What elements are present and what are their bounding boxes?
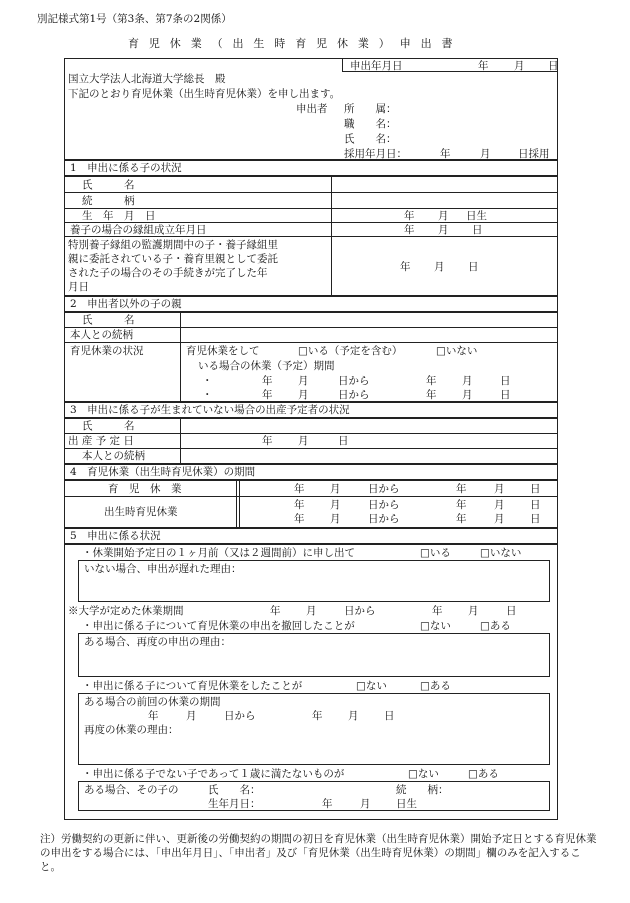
s2-r2-d2: 日 bbox=[500, 389, 511, 401]
s4-birth-leave-label: 出生時育児休業 bbox=[104, 506, 178, 518]
s3-due-month: 月 bbox=[298, 435, 309, 447]
s5-q3-checkbox-no[interactable]: □ない bbox=[356, 680, 387, 692]
s5-q3-m2: 月 bbox=[348, 710, 359, 722]
s2-r1-from: 日から bbox=[338, 375, 370, 387]
s4-r2-m1: 月 bbox=[330, 499, 341, 511]
section-2-table bbox=[64, 312, 558, 402]
date-label: 申出年月日 bbox=[350, 60, 403, 72]
hire-year: 年 bbox=[440, 148, 451, 160]
s2-checkbox-no[interactable]: □いない bbox=[436, 345, 478, 357]
s5-q3-from: 日から bbox=[224, 710, 256, 722]
s4-r3-y2: 年 bbox=[456, 513, 467, 525]
s3-relation-label: 本人との続柄 bbox=[82, 450, 145, 462]
s5-q3-m1: 月 bbox=[186, 710, 197, 722]
s4-r3-d2: 日 bbox=[530, 513, 541, 525]
s3-due-year: 年 bbox=[262, 435, 273, 447]
s5-q4-checkbox-yes[interactable]: □ある bbox=[468, 768, 499, 780]
hire-month: 月 bbox=[480, 148, 491, 160]
s2-r2-y1: 年 bbox=[262, 389, 273, 401]
s5-q4-day: 日生 bbox=[396, 798, 417, 810]
s4-r3-m2: 月 bbox=[494, 513, 505, 525]
s1-special-l2: 親に委託されている子・養育里親として委託 bbox=[68, 253, 278, 265]
hire-label: 採用年月日： bbox=[344, 148, 407, 160]
s4-r1-m2: 月 bbox=[494, 483, 505, 495]
s1-name-label: 氏 名 bbox=[82, 179, 135, 191]
s1-birth-month: 月 bbox=[438, 210, 449, 222]
s5-q4-birth-label: 生年月日： bbox=[208, 798, 261, 810]
s5-univ-period-label: ※大学が定めた休業期間 bbox=[68, 605, 184, 617]
s4-r1-y1: 年 bbox=[294, 483, 305, 495]
s4-r3-m1: 月 bbox=[330, 513, 341, 525]
s2-bullet-1: ・ bbox=[202, 375, 213, 387]
s2-relation-label: 本人との続柄 bbox=[70, 329, 133, 341]
s5-univ-y1: 年 bbox=[270, 605, 281, 617]
s1-birth-label: 生 年 月 日 bbox=[82, 210, 156, 222]
s4-r1-d2: 日 bbox=[530, 483, 541, 495]
section-2-heading: 2 申出者以外の子の親 bbox=[70, 298, 182, 310]
s5-q3-again-label: 再度の休業の理由： bbox=[84, 724, 179, 736]
date-month: 月 bbox=[514, 60, 525, 72]
name-label: 氏 名： bbox=[344, 133, 397, 145]
s5-q1-checkbox-yes[interactable]: □いる bbox=[420, 547, 451, 559]
s2-r1-d2: 日 bbox=[500, 375, 511, 387]
applicant-label: 申出者 bbox=[296, 103, 328, 115]
s5-univ-from: 日から bbox=[344, 605, 376, 617]
s1-special-l4: 月日 bbox=[68, 281, 89, 293]
s2-r1-m1: 月 bbox=[298, 375, 309, 387]
s4-r3-y1: 年 bbox=[294, 513, 305, 525]
date-day: 日 bbox=[548, 60, 559, 72]
s5-q3: ・申出に係る子について育児休業をしたことが bbox=[82, 680, 303, 692]
s5-univ-m1: 月 bbox=[306, 605, 317, 617]
s5-q2-reason-label: ある場合、再度の申出の理由： bbox=[84, 636, 231, 648]
s4-r1-y2: 年 bbox=[456, 483, 467, 495]
s3-name-label: 氏 名 bbox=[82, 420, 135, 432]
s2-r2-m1: 月 bbox=[298, 389, 309, 401]
s1-adopt-day: 日 bbox=[472, 224, 483, 236]
s5-q4-name-label: 氏 名： bbox=[208, 784, 261, 796]
s1-birth-day: 日生 bbox=[466, 210, 487, 222]
s2-checkbox-yes[interactable]: □いる（予定を含む） bbox=[298, 345, 403, 357]
s1-special-l3: された子の場合のその手続きが完了した年 bbox=[68, 267, 268, 279]
s5-q1-checkbox-no[interactable]: □いない bbox=[480, 547, 522, 559]
s5-univ-m2: 月 bbox=[468, 605, 479, 617]
s2-r1-m2: 月 bbox=[462, 375, 473, 387]
intro-text: 下記のとおり育児休業（出生時育児休業）を申し出ます。 bbox=[68, 88, 341, 100]
s1-adopt-label: 養子の場合の縁組成立年月日 bbox=[70, 224, 207, 236]
s4-r2-y2: 年 bbox=[456, 499, 467, 511]
s5-q3-prev-label: ある場合の前回の休業の期間 bbox=[84, 696, 221, 708]
section-4-heading: 4 育児休業（出生時育児休業）の期間 bbox=[70, 466, 256, 478]
s1-birth-year: 年 bbox=[404, 210, 415, 222]
dept-label: 所 属： bbox=[344, 103, 397, 115]
s5-q4-month: 月 bbox=[360, 798, 371, 810]
s1-adopt-year: 年 bbox=[404, 224, 415, 236]
date-year: 年 bbox=[478, 60, 489, 72]
form-id: 別記様式第1号（第3条、第7条の2関係） bbox=[37, 13, 232, 25]
s5-q2: ・申出に係る子について育児休業の申出を撤回したことが bbox=[82, 620, 355, 632]
s1-adopt-month: 月 bbox=[438, 224, 449, 236]
s5-q2-checkbox-no[interactable]: □ない bbox=[420, 620, 451, 632]
s2-bullet-2: ・ bbox=[202, 389, 213, 401]
s5-q3-y2: 年 bbox=[312, 710, 323, 722]
s2-name-label: 氏 名 bbox=[82, 314, 135, 326]
s4-r2-from: 日から bbox=[368, 499, 400, 511]
s5-univ-y2: 年 bbox=[432, 605, 443, 617]
section-3-heading: 3 申出に係る子が生まれていない場合の出産予定者の状況 bbox=[70, 404, 350, 416]
s5-q2-checkbox-yes[interactable]: □ある bbox=[480, 620, 511, 632]
s2-r2-m2: 月 bbox=[462, 389, 473, 401]
s2-r1-y2: 年 bbox=[426, 375, 437, 387]
s5-q4: ・申出に係る子でない子であって１歳に満たないものが bbox=[82, 768, 345, 780]
s5-q4-year: 年 bbox=[322, 798, 333, 810]
s5-q3-y1: 年 bbox=[148, 710, 159, 722]
s2-r2-from: 日から bbox=[338, 389, 370, 401]
s3-due-label: 出 産 予 定 日 bbox=[68, 435, 134, 447]
s2-r1-y1: 年 bbox=[262, 375, 273, 387]
s5-univ-d2: 日 bbox=[506, 605, 517, 617]
s4-r1-m1: 月 bbox=[330, 483, 341, 495]
s4-r3-from: 日から bbox=[368, 513, 400, 525]
s2-status-question: 育児休業をして bbox=[186, 345, 260, 357]
s2-period-label: いる場合の休業（予定）期間 bbox=[198, 360, 335, 372]
s4-r2-d2: 日 bbox=[530, 499, 541, 511]
s1-special-day: 日 bbox=[468, 261, 479, 273]
post-label: 職 名： bbox=[344, 118, 397, 130]
s1-special-l1: 特別養子縁組の監護期間中の子・養子縁組里 bbox=[68, 239, 278, 251]
s5-q4-case-label: ある場合、その子の bbox=[84, 784, 179, 796]
s1-special-year: 年 bbox=[400, 261, 411, 273]
s2-status-label: 育児休業の状況 bbox=[70, 345, 144, 357]
hire-suffix: 日採用 bbox=[518, 148, 550, 160]
s4-r2-m2: 月 bbox=[494, 499, 505, 511]
date-divider bbox=[342, 58, 343, 71]
s3-due-day: 日 bbox=[338, 435, 349, 447]
s5-q3-checkbox-yes[interactable]: □ある bbox=[420, 680, 451, 692]
section-1-heading: 1 申出に係る子の状況 bbox=[70, 162, 182, 174]
s5-q4-checkbox-no[interactable]: □ない bbox=[408, 768, 439, 780]
s4-r1-from: 日から bbox=[368, 483, 400, 495]
section-5-heading: 5 申出に係る状況 bbox=[70, 530, 161, 542]
s1-special-month: 月 bbox=[434, 261, 445, 273]
s4-r2-y1: 年 bbox=[294, 499, 305, 511]
page-title: 育児休業（出生時育児休業）申出書 bbox=[128, 37, 463, 50]
s5-q3-d2: 日 bbox=[384, 710, 395, 722]
s5-q1-reason-label: いない場合、申出が遅れた理由： bbox=[84, 563, 242, 575]
s4-leave-label: 育 児 休 業 bbox=[108, 483, 182, 495]
s5-q1: ・休業開始予定日の１ヶ月前（又は２週間前）に申し出て bbox=[82, 547, 355, 559]
addressee: 国立大学法人北海道大学総長 殿 bbox=[68, 73, 226, 85]
s1-relation-label: 続 柄 bbox=[82, 195, 135, 207]
s5-q4-relation-label: 続 柄： bbox=[396, 784, 449, 796]
s2-r2-y2: 年 bbox=[426, 389, 437, 401]
footnote: 注）労働契約の更新に伴い、更新後の労働契約の期間の初日を育児休業（出生時育児休業）開始予定日とする育児休業の申出をする場合には、「申出年月日」、「申出者」及び「育児休業（出生時育児休業）の期間」欄のみを記入すること。 bbox=[40, 833, 597, 873]
